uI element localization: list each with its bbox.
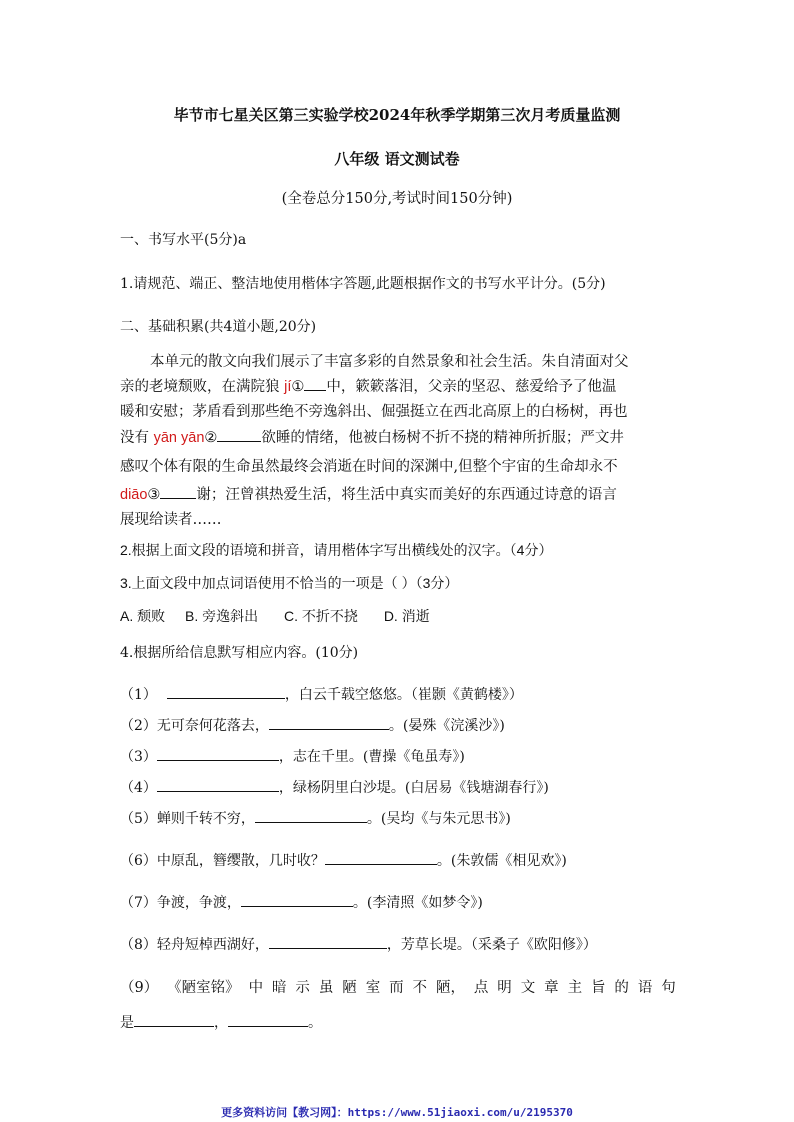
- passage-line-2: [120, 375, 680, 396]
- pinyin-hint-3: diāo: [120, 487, 148, 503]
- passage-text: 欲睡的情绪，他被白杨树不折不挠的精神所折服；严文井: [261, 430, 624, 446]
- item-text: 不: [412, 980, 428, 996]
- dictation-item-8: [120, 934, 597, 954]
- passage-line-3: 暖和安慰；茅盾看到那些绝不旁逸斜出、倔强挺立在西北高原上的白杨树，再也: [120, 404, 628, 420]
- option-a[interactable]: A. 颓败: [120, 608, 166, 624]
- item-text: 。: [308, 1015, 322, 1031]
- item-text: 《陋室铭》: [167, 980, 240, 996]
- answer-blank[interactable]: [228, 1012, 308, 1027]
- question-2: 2.根据上面文段的语境和拼音，请用楷体字写出横线处的汉字。（4分）: [120, 542, 553, 558]
- answer-blank[interactable]: [255, 808, 367, 823]
- item-text: 而: [389, 980, 404, 996]
- passage-text: 亲的老境颓败，在满院狼: [120, 379, 285, 395]
- answer-blank-1[interactable]: [304, 376, 326, 391]
- answer-blank-2[interactable]: [217, 427, 261, 442]
- item-text: 语: [637, 980, 653, 996]
- passage-line-5: 感叹个体有限的生命虽然最终会消逝在时间的深渊中,但整个宇宙的生命却永不: [120, 459, 618, 475]
- section2-heading: 二、基础积累(共4道小题,20分): [120, 319, 317, 335]
- blank-number-2: ②: [204, 430, 218, 446]
- item-text: 的: [614, 980, 629, 996]
- item-text: 句: [661, 980, 676, 996]
- item-number: （4）: [120, 780, 157, 796]
- option-b[interactable]: B. 旁逸斜出: [185, 608, 259, 624]
- item-text: （8）轻舟短棹西湖好，: [120, 937, 269, 953]
- passage-line-7: 展现给读者……: [120, 512, 222, 528]
- passage-text: 没有: [120, 430, 154, 446]
- item-text: ，芳草长堤。（采桑子《欧阳修》）: [386, 937, 597, 953]
- option-d[interactable]: D. 消逝: [383, 608, 430, 624]
- answer-blank-3[interactable]: [160, 484, 196, 499]
- passage-text: 中，簌簌落泪，父亲的坚忍、慈爱给予了他温: [326, 379, 617, 395]
- item-text: 。(吴均《与朱元思书》): [366, 811, 511, 827]
- item-text: （7）争渡，争渡，: [120, 895, 241, 911]
- pinyin-hint-2: yān yān: [153, 430, 205, 446]
- item-text: 陋: [342, 980, 357, 996]
- question-3: 3.上面文段中加点词语使用不恰当的一项是（ ）（3分）: [120, 575, 459, 591]
- dictation-item-5: [120, 808, 511, 828]
- passage-text: 谢；汪曾祺热爱生活，将生活中真实而美好的东西通过诗意的语言: [196, 487, 617, 503]
- passage-line-4: [120, 426, 680, 447]
- exam-title: 毕节市七星关区第三实验学校2024年秋季学期第三次月考质量监测: [173, 106, 621, 124]
- option-c[interactable]: C. 不折不挠: [284, 608, 358, 624]
- item-text: 虽: [318, 980, 334, 996]
- dictation-item-2: [120, 715, 505, 735]
- item-text: 点: [473, 980, 489, 996]
- item-text: （2）无可奈何花落去，: [120, 718, 269, 734]
- blank-number-3: ③: [147, 487, 161, 503]
- question-4: 4.根据所给信息默写相应内容。(10分): [120, 645, 359, 661]
- item-text: ，白云千载空悠悠。（崔颢《黄鹤楼》）: [284, 687, 523, 703]
- item-text: 暗: [272, 980, 287, 996]
- question-1: 1.请规范、端正、整洁地使用楷体字答题,此题根据作文的书写水平计分。(5分): [120, 276, 606, 292]
- item-text: 室: [365, 980, 381, 996]
- item-text: 。(晏殊《浣溪沙》): [388, 718, 505, 734]
- item-text: 中: [248, 980, 264, 996]
- dictation-item-1: [120, 684, 523, 704]
- answer-blank[interactable]: [134, 1012, 214, 1027]
- dictation-item-6: [120, 850, 567, 870]
- exam-subtitle: 八年级 语文测试卷: [334, 150, 460, 168]
- item-text: （6）中原乱，簪缨散，几时收？: [120, 853, 325, 869]
- item-text: 陋，: [435, 980, 465, 996]
- item-text: ，: [214, 1015, 228, 1031]
- item-number: （1）: [120, 687, 157, 703]
- answer-blank[interactable]: [325, 850, 437, 865]
- item-text: 文: [520, 980, 536, 996]
- exam-note: (全卷总分150分,考试时间150分钟): [281, 191, 513, 207]
- passage-line-6: [120, 483, 680, 504]
- item-text: 。(朱敦儒《相见欢》): [436, 853, 567, 869]
- item-text: 。(李清照《如梦令》): [352, 895, 483, 911]
- item-text: 旨: [590, 980, 606, 996]
- answer-blank[interactable]: [241, 892, 353, 907]
- item-text: 主: [567, 980, 583, 996]
- item-text: （5）蝉则千转不穷，: [120, 811, 255, 827]
- item-number: （3）: [120, 749, 157, 765]
- dictation-item-7: [120, 892, 483, 912]
- dictation-item-9-line-1: [120, 976, 676, 997]
- answer-blank[interactable]: [269, 934, 387, 949]
- section1-heading: 一、书写水平(5分)a: [120, 232, 247, 248]
- answer-blank[interactable]: [167, 684, 285, 699]
- item-text: 章: [544, 980, 559, 996]
- item-text: ，绿杨阴里白沙堤。(白居易《钱塘湖春行》): [278, 780, 549, 796]
- pinyin-hint-1: jí: [284, 379, 292, 395]
- dictation-item-4: [120, 777, 549, 797]
- item-text: ，志在千里。(曹操《龟虽寿》): [278, 749, 465, 765]
- passage-line-1: 本单元的散文向我们展示了丰富多彩的自然景象和社会生活。朱自清面对父: [150, 354, 629, 370]
- footer-link[interactable]: 更多资料访问【教习网】：https://www.51jiaoxi.com/u/2195370: [221, 1106, 573, 1119]
- item-text: 明: [497, 980, 512, 996]
- question-3-options: [120, 606, 430, 626]
- dictation-item-3: [120, 746, 465, 766]
- dictation-item-9-line-2: [120, 1012, 322, 1032]
- item-text: 是: [120, 1015, 134, 1031]
- answer-blank[interactable]: [269, 715, 389, 730]
- blank-number-1: ①: [291, 379, 305, 395]
- answer-blank[interactable]: [157, 746, 279, 761]
- item-text: 示: [295, 980, 310, 996]
- answer-blank[interactable]: [157, 777, 279, 792]
- item-text: （9）: [120, 980, 159, 996]
